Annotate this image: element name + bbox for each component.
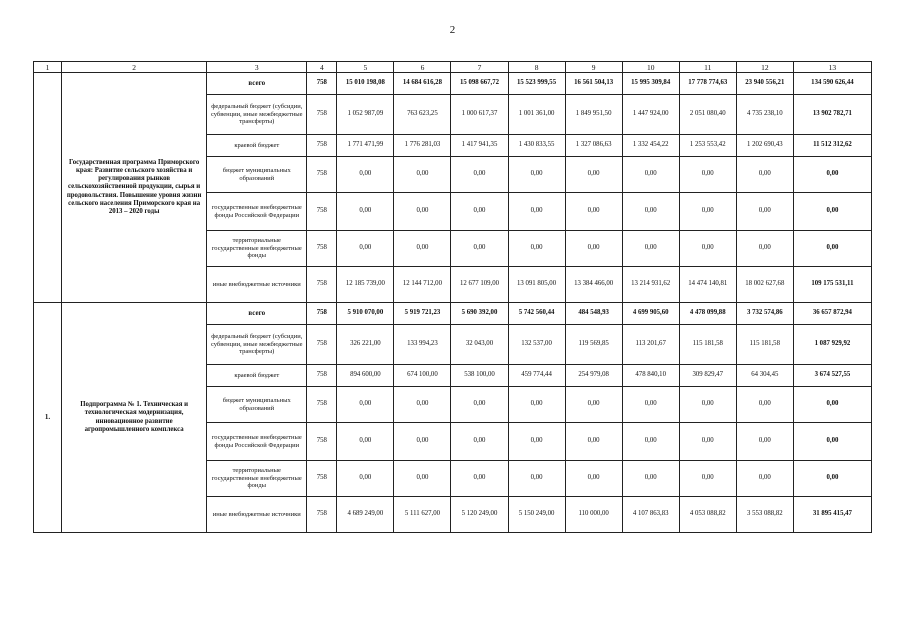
total-cell: 11 512 312,62 (793, 135, 871, 157)
amount-cell: 1 052 987,09 (337, 95, 394, 135)
column-number: 12 (736, 62, 793, 73)
amount-cell: 64 304,45 (736, 365, 793, 387)
amount-cell: 254 979,08 (565, 365, 622, 387)
column-number: 8 (508, 62, 565, 73)
column-number: 6 (394, 62, 451, 73)
amount-cell: 0,00 (679, 157, 736, 193)
amount-cell: 5 910 070,00 (337, 303, 394, 325)
amount-cell: 1 771 471,99 (337, 135, 394, 157)
total-cell: 36 657 872,94 (793, 303, 871, 325)
amount-cell: 15 995 309,84 (622, 73, 679, 95)
column-number: 13 (793, 62, 871, 73)
amount-cell: 18 002 627,68 (736, 267, 793, 303)
amount-cell: 115 181,58 (679, 325, 736, 365)
column-number: 1 (34, 62, 62, 73)
amount-cell: 0,00 (451, 157, 508, 193)
total-cell: 0,00 (793, 423, 871, 461)
amount-cell: 0,00 (508, 231, 565, 267)
amount-cell: 2 051 080,40 (679, 95, 736, 135)
funding-source: территориальные государственные внебюджетные фонды (207, 231, 307, 267)
amount-cell: 0,00 (337, 157, 394, 193)
page-number: 2 (449, 24, 456, 36)
amount-cell: 1 332 454,22 (622, 135, 679, 157)
amount-cell: 1 001 361,00 (508, 95, 565, 135)
amount-cell: 32 043,00 (451, 325, 508, 365)
funding-source: иные внебюджетные источники (207, 267, 307, 303)
amount-cell: 0,00 (565, 157, 622, 193)
total-cell: 31 895 415,47 (793, 497, 871, 533)
amount-cell: 0,00 (337, 387, 394, 423)
amount-cell: 13 214 931,62 (622, 267, 679, 303)
budget-code: 758 (307, 135, 337, 157)
amount-cell: 132 537,00 (508, 325, 565, 365)
amount-cell: 674 100,00 (394, 365, 451, 387)
amount-cell: 0,00 (451, 387, 508, 423)
amount-cell: 0,00 (679, 387, 736, 423)
amount-cell: 0,00 (622, 231, 679, 267)
amount-cell: 4 735 238,10 (736, 95, 793, 135)
budget-code: 758 (307, 231, 337, 267)
amount-cell: 0,00 (394, 157, 451, 193)
column-number-row (34, 62, 872, 73)
funding-source: государственные внебюджетные фонды Российской Федерации (207, 423, 307, 461)
total-cell: 0,00 (793, 461, 871, 497)
funding-source: бюджет муниципальных образований (207, 157, 307, 193)
amount-cell: 0,00 (736, 423, 793, 461)
amount-cell: 0,00 (451, 461, 508, 497)
budget-code: 758 (307, 497, 337, 533)
budget-code: 758 (307, 157, 337, 193)
amount-cell: 0,00 (337, 423, 394, 461)
amount-cell: 0,00 (337, 231, 394, 267)
amount-cell: 0,00 (565, 193, 622, 231)
amount-cell: 0,00 (565, 461, 622, 497)
budget-code: 758 (307, 365, 337, 387)
amount-cell: 4 107 863,83 (622, 497, 679, 533)
total-cell: 134 590 626,44 (793, 73, 871, 95)
budget-code: 758 (307, 95, 337, 135)
amount-cell: 0,00 (736, 193, 793, 231)
amount-cell: 0,00 (508, 387, 565, 423)
amount-cell: 0,00 (679, 461, 736, 497)
amount-cell: 894 600,00 (337, 365, 394, 387)
amount-cell: 0,00 (394, 193, 451, 231)
amount-cell: 1 417 941,35 (451, 135, 508, 157)
funding-source: иные внебюджетные источники (207, 497, 307, 533)
amount-cell: 0,00 (565, 387, 622, 423)
amount-cell: 0,00 (736, 157, 793, 193)
budget-code: 758 (307, 73, 337, 95)
amount-cell: 0,00 (736, 231, 793, 267)
total-cell: 3 674 527,55 (793, 365, 871, 387)
amount-cell: 17 778 774,63 (679, 73, 736, 95)
program-name: Государственная программа Приморского края: Развитие сельского хозяйства и регулирования рынков сельскохозяйственной продукции, сырья и продовольствия. Повышение уровня жизни сельского населения Приморского края на 2013 – 2020 годы (62, 73, 207, 303)
amount-cell: 12 185 739,00 (337, 267, 394, 303)
amount-cell: 0,00 (565, 231, 622, 267)
amount-cell: 0,00 (394, 461, 451, 497)
funding-source: государственные внебюджетные фонды Российской Федерации (207, 193, 307, 231)
amount-cell: 113 201,67 (622, 325, 679, 365)
amount-cell: 326 221,00 (337, 325, 394, 365)
amount-cell: 5 690 392,00 (451, 303, 508, 325)
program-name: Подпрограмма № 1. Техническая и технологическая модернизация, инновационное развитие агропромышленного комплекса (62, 303, 207, 533)
amount-cell: 0,00 (508, 193, 565, 231)
amount-cell: 1 447 924,00 (622, 95, 679, 135)
amount-cell: 459 774,44 (508, 365, 565, 387)
amount-cell: 538 100,00 (451, 365, 508, 387)
amount-cell: 0,00 (508, 423, 565, 461)
amount-cell: 133 994,23 (394, 325, 451, 365)
total-cell: 0,00 (793, 157, 871, 193)
amount-cell: 0,00 (736, 461, 793, 497)
amount-cell: 119 569,85 (565, 325, 622, 365)
funding-source: федеральный бюджет (субсидии, субвенции, иные межбюджетные трансферты) (207, 325, 307, 365)
block-number: 1. (34, 303, 62, 533)
funding-source: бюджет муниципальных образований (207, 387, 307, 423)
amount-cell: 0,00 (622, 193, 679, 231)
amount-cell: 4 699 905,60 (622, 303, 679, 325)
amount-cell: 110 000,00 (565, 497, 622, 533)
amount-cell: 0,00 (394, 231, 451, 267)
column-number: 11 (679, 62, 736, 73)
amount-cell: 0,00 (622, 157, 679, 193)
amount-cell: 0,00 (622, 423, 679, 461)
amount-cell: 0,00 (337, 193, 394, 231)
amount-cell: 5 111 627,00 (394, 497, 451, 533)
table-row (34, 73, 872, 95)
amount-cell: 478 840,10 (622, 365, 679, 387)
total-cell: 0,00 (793, 387, 871, 423)
amount-cell: 0,00 (394, 423, 451, 461)
funding-source: краевой бюджет (207, 135, 307, 157)
amount-cell: 5 919 721,23 (394, 303, 451, 325)
amount-cell: 3 553 088,82 (736, 497, 793, 533)
amount-cell: 4 689 249,00 (337, 497, 394, 533)
block-number (34, 73, 62, 303)
amount-cell: 14 474 140,81 (679, 267, 736, 303)
funding-source: всего (207, 73, 307, 95)
amount-cell: 12 677 109,00 (451, 267, 508, 303)
amount-cell: 15 523 999,55 (508, 73, 565, 95)
amount-cell: 0,00 (736, 387, 793, 423)
amount-cell: 0,00 (679, 193, 736, 231)
amount-cell: 12 144 712,00 (394, 267, 451, 303)
amount-cell: 14 684 616,28 (394, 73, 451, 95)
column-number: 5 (337, 62, 394, 73)
amount-cell: 1 202 690,43 (736, 135, 793, 157)
amount-cell: 1 253 553,42 (679, 135, 736, 157)
amount-cell: 1 849 951,50 (565, 95, 622, 135)
amount-cell: 5 120 249,00 (451, 497, 508, 533)
amount-cell: 0,00 (451, 423, 508, 461)
budget-code: 758 (307, 303, 337, 325)
amount-cell: 0,00 (508, 461, 565, 497)
amount-cell: 15 098 667,72 (451, 73, 508, 95)
amount-cell: 763 623,25 (394, 95, 451, 135)
budget-code: 758 (307, 387, 337, 423)
amount-cell: 0,00 (679, 231, 736, 267)
column-number: 2 (62, 62, 207, 73)
amount-cell: 16 561 504,13 (565, 73, 622, 95)
amount-cell: 0,00 (508, 157, 565, 193)
column-number: 3 (207, 62, 307, 73)
amount-cell: 484 548,93 (565, 303, 622, 325)
budget-code: 758 (307, 325, 337, 365)
amount-cell: 1 430 833,55 (508, 135, 565, 157)
amount-cell: 115 181,58 (736, 325, 793, 365)
budget-code: 758 (307, 423, 337, 461)
amount-cell: 0,00 (622, 387, 679, 423)
amount-cell: 1 000 617,37 (451, 95, 508, 135)
funding-source: федеральный бюджет (субсидии, субвенции, иные межбюджетные трансферты) (207, 95, 307, 135)
amount-cell: 0,00 (394, 387, 451, 423)
budget-code: 758 (307, 267, 337, 303)
total-cell: 0,00 (793, 231, 871, 267)
total-cell: 1 087 929,92 (793, 325, 871, 365)
column-number: 9 (565, 62, 622, 73)
budget-table (33, 61, 872, 533)
column-number: 7 (451, 62, 508, 73)
amount-cell: 309 829,47 (679, 365, 736, 387)
funding-source: краевой бюджет (207, 365, 307, 387)
amount-cell: 13 091 805,00 (508, 267, 565, 303)
amount-cell: 1 776 281,03 (394, 135, 451, 157)
amount-cell: 1 327 086,63 (565, 135, 622, 157)
funding-source: территориальные государственные внебюджетные фонды (207, 461, 307, 497)
table-row (34, 303, 872, 325)
amount-cell: 0,00 (622, 461, 679, 497)
budget-code: 758 (307, 193, 337, 231)
total-cell: 0,00 (793, 193, 871, 231)
funding-source: всего (207, 303, 307, 325)
amount-cell: 0,00 (451, 193, 508, 231)
amount-cell: 0,00 (451, 231, 508, 267)
amount-cell: 3 732 574,86 (736, 303, 793, 325)
amount-cell: 15 010 198,08 (337, 73, 394, 95)
amount-cell: 4 478 099,88 (679, 303, 736, 325)
amount-cell: 0,00 (337, 461, 394, 497)
column-number: 10 (622, 62, 679, 73)
amount-cell: 5 150 249,00 (508, 497, 565, 533)
amount-cell: 0,00 (565, 423, 622, 461)
amount-cell: 4 053 088,82 (679, 497, 736, 533)
amount-cell: 13 384 466,00 (565, 267, 622, 303)
budget-code: 758 (307, 461, 337, 497)
total-cell: 13 902 782,71 (793, 95, 871, 135)
amount-cell: 5 742 560,44 (508, 303, 565, 325)
amount-cell: 0,00 (679, 423, 736, 461)
amount-cell: 23 940 556,21 (736, 73, 793, 95)
total-cell: 109 175 531,11 (793, 267, 871, 303)
column-number: 4 (307, 62, 337, 73)
